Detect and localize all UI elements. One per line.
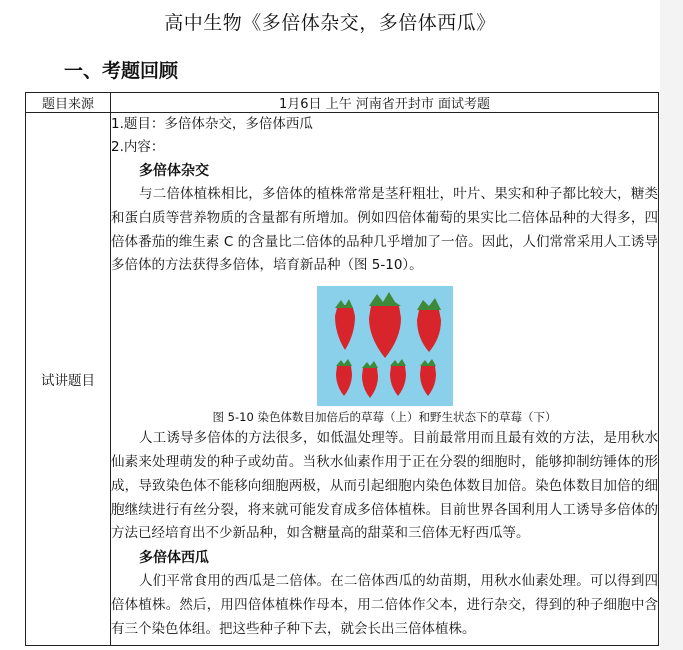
source-label: 题目来源	[26, 93, 111, 113]
subheading-polyploid-hybrid: 多倍体杂交	[139, 163, 209, 179]
large-strawberry-3	[417, 298, 441, 352]
page-edge	[660, 0, 683, 650]
document-title: 高中生物《多倍体杂交，多倍体西瓜》	[164, 12, 496, 34]
wild-strawberry-1	[336, 359, 352, 396]
content-cell	[111, 113, 659, 646]
figure-caption: 图 5-10 染色体数目加倍后的草莓（上）和野生状态下的草莓（下）	[212, 410, 557, 425]
large-strawberry-1	[335, 299, 355, 350]
content-intro: 2.内容：	[111, 139, 165, 155]
table-row	[26, 93, 659, 113]
strawberry-photo	[317, 286, 453, 406]
paragraph-3: 人们平常食用的西瓜是二倍体。在二倍体西瓜的幼苗期，用秋水仙素处理。可以得到四倍体植株。然后，用四倍体植株作母本，用二倍体作父本，进行杂交，得到的种子细胞中含有三个染色体组。把这些种子种下去，就会长出三倍体植株。	[111, 573, 658, 637]
paragraph-1: 与二倍体植株相比，多倍体的植株常常是茎秆粗壮，叶片、果实和种子都比较大，糖类和蛋白质等营养物质的含量都有所增加。例如四倍体葡萄的果实比二倍体品种的大得多，四倍体番茄的维生素 C 的含量比二倍体的品种几乎增加了一倍。因此，人们常常采用人工诱导多倍体的方法获得多倍体，培育新品种（图 5-10）。	[111, 186, 658, 274]
strawberry-figure	[317, 286, 453, 406]
large-strawberry-2	[369, 292, 401, 358]
section-heading: 一、考题回顾	[64, 60, 179, 82]
content-label: 试讲题目	[26, 113, 111, 646]
exam-info-table	[25, 92, 659, 646]
wild-strawberry-3	[390, 359, 406, 396]
topic-line: 1.题目：多倍体杂交，多倍体西瓜	[111, 116, 313, 132]
paragraph-2: 人工诱导多倍体的方法很多，如低温处理等。目前最常用而且最有效的方法，是用秋水仙素来处理萌发的种子或幼苗。当秋水仙素作用于正在分裂的细胞时，能够抑制纺锤体的形成，导致染色体不能移向细胞两极，从而引起细胞内染色体数目加倍。染色体数目加倍的细胞继续进行有丝分裂，将来就可能发育成多倍体植株。目前世界各国利用人工诱导多倍体的方法已经培育出不少新品种，如含糖量高的甜菜和三倍体无籽西瓜等。	[111, 430, 658, 542]
source-value: 1月6日 上午 河南省开封市 面试考题	[111, 93, 659, 113]
table-row	[26, 113, 659, 646]
wild-strawberry-2	[362, 361, 378, 398]
wild-strawberry-4	[420, 359, 436, 396]
subheading-polyploid-watermelon: 多倍体西瓜	[139, 550, 209, 567]
